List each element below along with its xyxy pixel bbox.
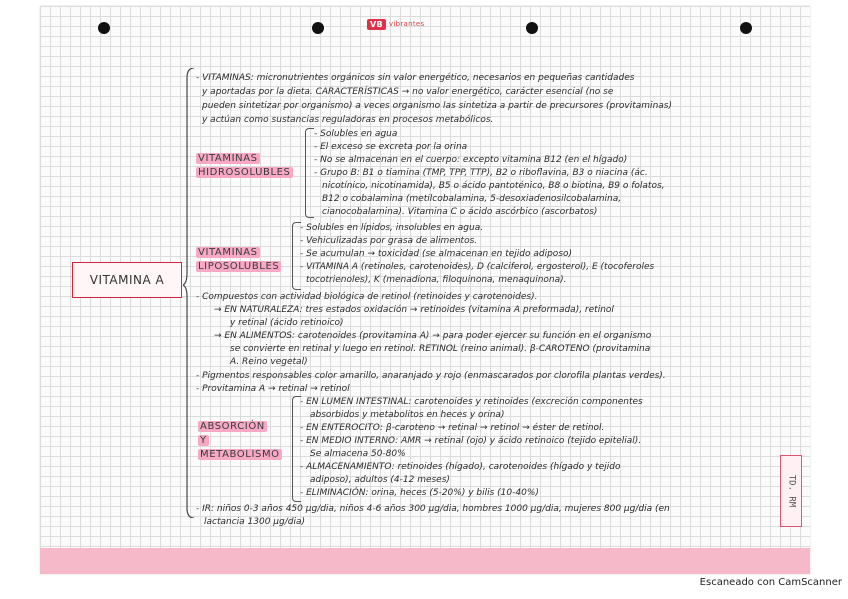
side-tab	[780, 455, 802, 527]
ir-line-1: - IR: niños 0-3 años 450 µg/dia, niños 4-6 años 300 µg/dia, hombres 1000 µg/dia, mujeres 800 µg/dia (en	[196, 504, 670, 514]
ir-line-2: lactancia 1300 µg/dia)	[204, 517, 306, 527]
scanner-watermark: Escaneado con CamScanner	[699, 577, 842, 588]
comp-line-5: se convierte en retinal y luego en retinol. RETINOL (reino animal). β-CAROTENO (provitamina	[230, 344, 651, 354]
hidro-line-4: - Grupo B: B1 o tiamina (TMP, TPP, TTP), B2 o riboflavina, B3 o niacina (ác.	[314, 168, 648, 178]
abs-line-7: adiposo), adultos (4-12 meses)	[310, 475, 450, 485]
side-tab-label: TD. RM	[786, 474, 797, 508]
page-title: VITAMINA A	[72, 262, 182, 298]
abs-line-2: absorbidos y metabolitos en heces y orina)	[310, 410, 505, 420]
lipo-line-5: tocotrienoles), K (menadiona, filoquinona, menaquinona).	[306, 275, 567, 285]
lipo-line-2: - Vehiculizadas por grasa de alimentos.	[300, 236, 478, 246]
brand-badge: VB	[367, 19, 386, 30]
abs-line-4: - EN MEDIO INTERNO: AMR → retinal (ojo) y ácido retinoico (tejido epitelial).	[300, 436, 642, 446]
comp-line-4: → EN ALIMENTOS: carotenoides (provitamina A) → para poder ejercer su función en el organismo	[214, 331, 652, 341]
hidro-line-2: - El exceso se excreta por la orina	[314, 142, 468, 152]
intro-line-3: pueden sintetizar por organismo) a veces organismo las sintetiza a partir de precursores (provitaminas)	[202, 101, 672, 111]
page-bottom-band	[40, 548, 810, 574]
abs-line-8: - ELIMINACIÓN: orina, heces (5-20%) y bilis (10-40%)	[300, 488, 539, 498]
lipo-label-1: VITAMINAS	[198, 247, 258, 258]
hidro-line-7: cianocobalamina). Vitamina C o ácido ascórbico (ascorbatos)	[322, 207, 598, 217]
comp-line-7: - Pigmentos responsables color amarillo, anaranjado y rojo (enmascarados por clorofila plantas verdes).	[196, 371, 666, 381]
intro-line-4: y actúan como sustancias reguladoras en procesos metabólicos.	[202, 115, 494, 125]
hidro-line-1: - Solubles en agua	[314, 129, 398, 139]
binder-hole	[740, 22, 752, 34]
abs-line-6: - ALMACENAMIENTO: retinoides (hígado), carotenoides (hígado y tejido	[300, 462, 621, 472]
lipo-line-1: - Solubles en lípidos, insolubles en agua.	[300, 223, 484, 233]
hidro-line-5: nicotínico, nicotinamida), B5 o ácido pantoténico, B8 o biotina, B9 o folatos,	[322, 181, 665, 191]
section-label-liposolubles	[196, 246, 281, 274]
brand-text: vibrantes	[388, 20, 425, 28]
binder-hole	[98, 22, 110, 34]
abs-label-3: METABOLISMO	[200, 449, 280, 460]
lipo-label-2: LIPOSOLUBLES	[198, 261, 280, 272]
abs-label-1: ABSORCIÓN	[200, 421, 265, 432]
abs-line-1: - EN LUMEN INTESTINAL: carotenoides y retinoides (excreción componentes	[300, 397, 643, 407]
abs-label-2: Y	[200, 435, 207, 446]
comp-line-8: - Provitamina A → retinal → retinol	[196, 384, 350, 394]
hidro-label-2: HIDROSOLUBLES	[198, 167, 291, 178]
binder-hole	[312, 22, 324, 34]
main-brace	[183, 68, 195, 518]
hidro-line-6: B12 o cobalamina (metilcobalamina, 5-desoxiadenosilcobalamina,	[322, 194, 622, 204]
section-label-hidrosolubles	[196, 152, 293, 180]
comp-line-6: A. Reino vegetal)	[230, 357, 308, 367]
intro-line-2: y aportadas por la dieta. CARACTERÍSTICAS → no valor energético, carácter esencial (no se	[202, 87, 614, 97]
lipo-line-3: - Se acumulan → toxicidad (se almacenan en tejido adiposo)	[300, 249, 573, 259]
comp-line-3: y retinal (ácido retinoico)	[230, 318, 344, 328]
section-label-absorcion	[198, 420, 282, 462]
binder-hole	[526, 22, 538, 34]
intro-line-1: - VITAMINAS: micronutrientes orgánicos sin valor energético, necesarios en pequeñas cantidades	[196, 73, 635, 83]
abs-line-5: Se almacena 50-80%	[310, 449, 406, 459]
comp-line-1: - Compuestos con actividad biológica de retinol (retinoides y carotenoides).	[196, 292, 538, 302]
hidro-brace	[305, 128, 314, 218]
comp-line-2: → EN NATURALEZA: tres estados oxidación → retinoides (vitamina A preformada), retinol	[214, 305, 614, 315]
notebook-brand	[367, 17, 424, 31]
hidro-line-3: - No se almacenan en el cuerpo: excepto vitamina B12 (en el hígado)	[314, 155, 628, 165]
lipo-line-4: - VITAMINA A (retinoles, carotenoides), D (calciferol, ergosterol), E (tocoferoles	[300, 262, 655, 272]
hidro-label-1: VITAMINAS	[198, 153, 258, 164]
abs-line-3: - EN ENTEROCITO: β-caroteno → retinal → retinol → éster de retinol.	[300, 423, 605, 433]
